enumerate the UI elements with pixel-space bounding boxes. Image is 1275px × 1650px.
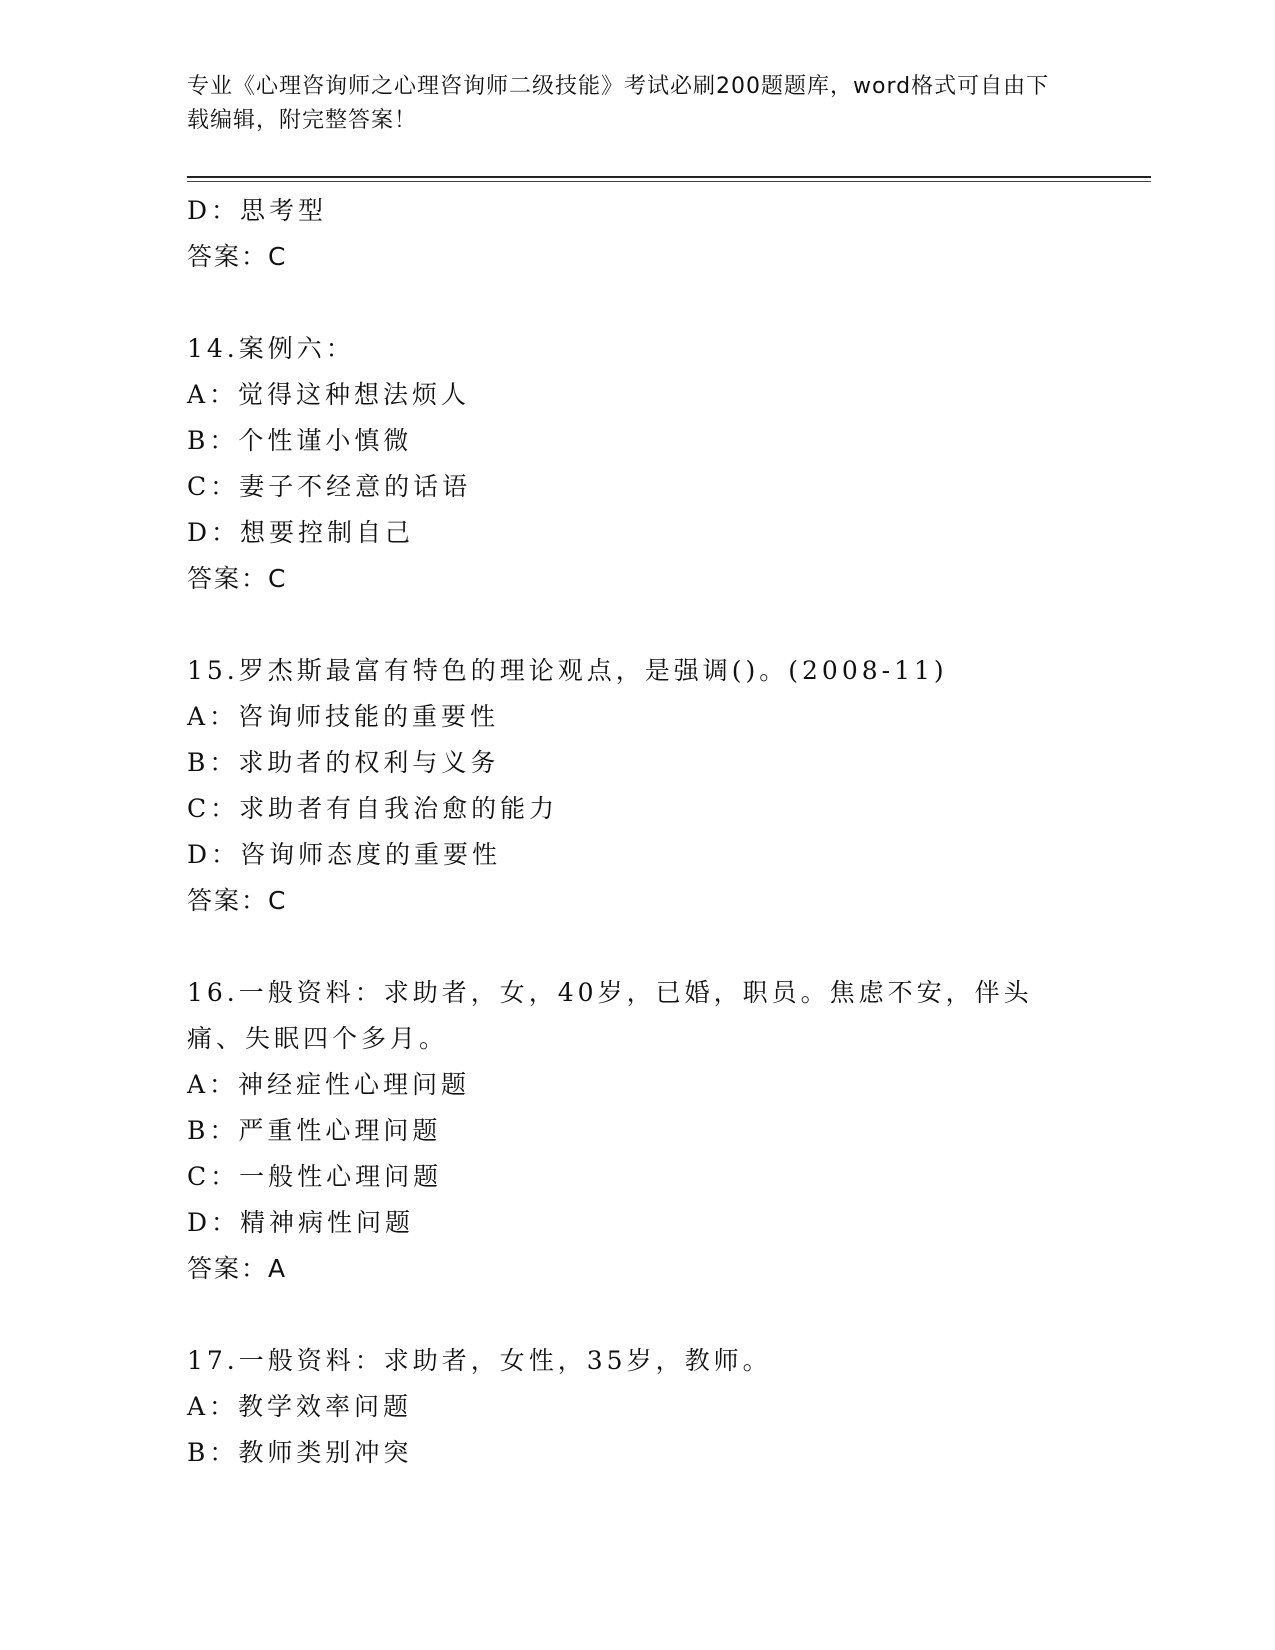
option-d-13: D：思考型	[187, 196, 328, 225]
answer: 答案：C	[187, 564, 288, 593]
header-divider-thin	[187, 181, 1151, 182]
header-divider	[187, 176, 1151, 178]
answer: 答案：A	[187, 1254, 288, 1283]
answer-13: 答案：C	[187, 242, 288, 271]
option-d: D：咨询师态度的重要性	[187, 840, 502, 869]
option-c: C：求助者有自我治愈的能力	[187, 794, 559, 823]
option-a: A：咨询师技能的重要性	[187, 702, 500, 731]
option-b: B：严重性心理问题	[187, 1116, 442, 1145]
question-16	[187, 970, 1087, 1292]
option-a: A：神经症性心理问题	[187, 1070, 471, 1099]
option-d: D：想要控制自己	[187, 518, 415, 547]
question-stem: 17.一般资料：求助者，女性，35岁，教师。	[187, 1346, 772, 1375]
option-c: C：一般性心理问题	[187, 1162, 443, 1191]
option-b: B：个性谨小慎微	[187, 426, 413, 455]
option-c: C：妻子不经意的话语	[187, 472, 472, 501]
option-b: B：求助者的权利与义务	[187, 748, 500, 777]
option-a: A：教学效率问题	[187, 1392, 413, 1421]
question-stem: 16.一般资料：求助者，女，40岁，已婚，职员。焦虑不安，伴头痛、失眠四个多月。	[187, 978, 1033, 1053]
answer: 答案：C	[187, 886, 288, 915]
option-b: B：教师类别冲突	[187, 1438, 413, 1467]
page-header: 专业《心理咨询师之心理咨询师二级技能》考试必刷200题题库，word格式可自由下载编辑，附完整答案！	[187, 74, 1050, 133]
question-14	[187, 326, 1087, 602]
question-17	[187, 1338, 1087, 1476]
question-15	[187, 648, 1087, 924]
question-stem: 15.罗杰斯最富有特色的理论观点，是强调()。(2008-11)	[187, 656, 948, 685]
document-body	[187, 188, 1087, 1476]
option-a: A：觉得这种想法烦人	[187, 380, 471, 409]
question-stem: 14.案例六：	[187, 334, 355, 363]
option-d: D：精神病性问题	[187, 1208, 415, 1237]
